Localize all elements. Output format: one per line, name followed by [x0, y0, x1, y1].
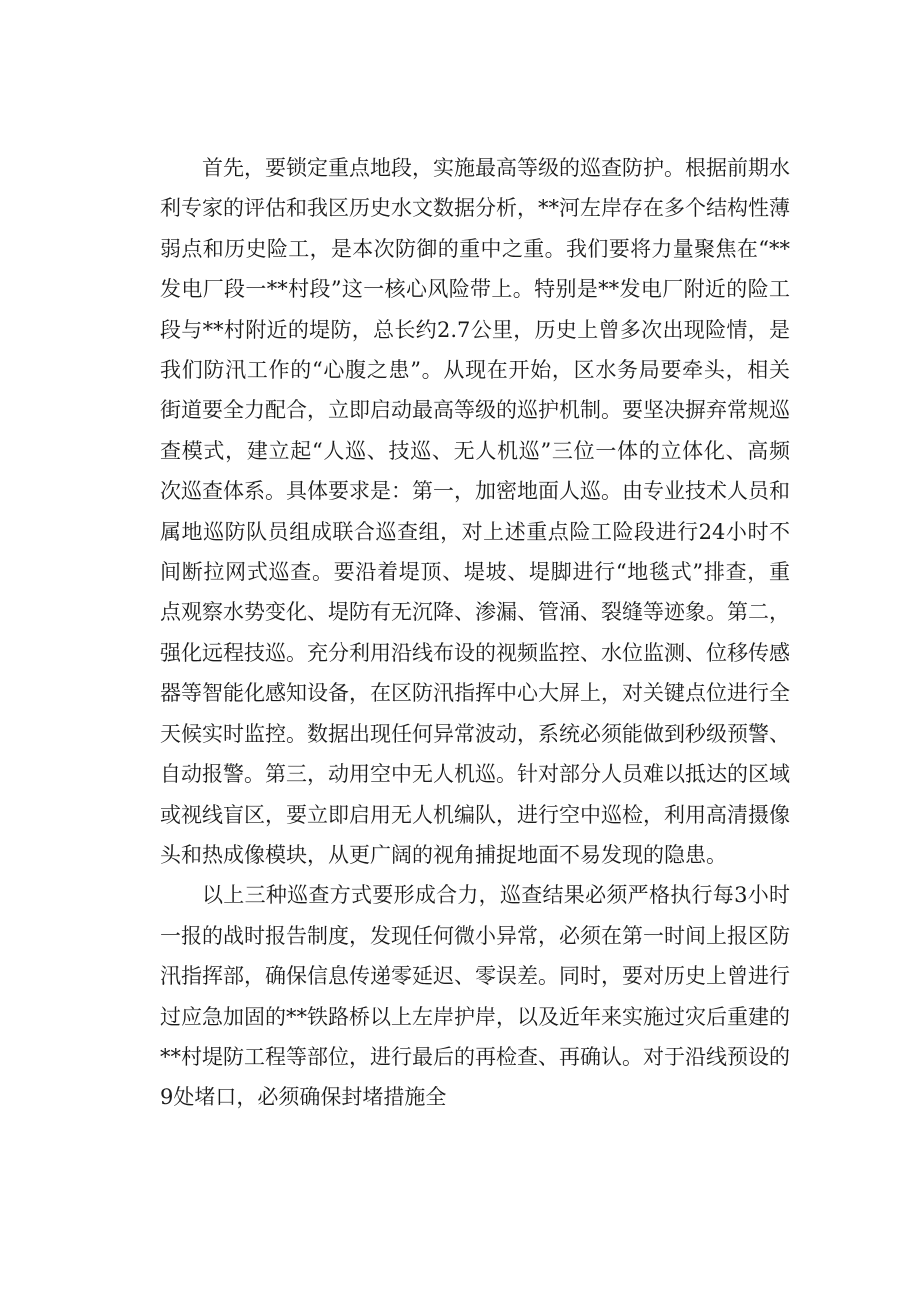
paragraph-2: 以上三种巡查方式要形成合力，巡查结果必须严格执行每3小时一报的战时报告制度，发现任何微小异常，必须在第一时间上报区防汛指挥部，确保信息传递零延迟、零误差。同时，要对历史上曾进行过应急加固的**铁路桥以上左岸护岸，以及近年来实施过灾后重建的**村堤防工程等部位，进行最后的再检查、再确认。对于沿线预设的9处堵口，必须确保封堵措施全 — [160, 883, 790, 1110]
paragraph-1: 首先，要锁定重点地段，实施最高等级的巡查防护。根据前期水利专家的评估和我区历史水文数据分析，**河左岸存在多个结构性薄弱点和历史险工，是本次防御的重中之重。我们要将力量聚焦在“**发电厂段一**村段”这一核心风险带上。特别是**发电厂附近的险工段与**村附近的堤防，总长约2.7公里，历史上曾多次出现险情，是我们防汛工作的“心腹之患”。从现在开始，区水务局要牵头，相关街道要全力配合，立即启动最高等级的巡护机制。要坚决摒弃常规巡查模式，建立起“人巡、技巡、无人机巡”三位一体的立体化、高频次巡查体系。具体要求是：第一，加密地面人巡。由专业技术人员和属地巡防队员组成联合巡查组，对上述重点险工险段进行24小时不间断拉网式巡查。要沿着堤顶、堤坡、堤脚进行“地毯式”排查，重点观察水势变化、堤防有无沉降、渗漏、管涌、裂缝等迹象。第二，强化远程技巡。充分利用沿线布设的视频监控、水位监测、位移传感器等智能化感知设备，在区防汛指挥中心大屏上，对关键点位进行全天候实时监控。数据出现任何异常波动，系统必须能做到秒级预警、自动报警。第三，动用空中无人机巡。针对部分人员难以抵达的区域或视线盲区，要立即启用无人机编队，进行空中巡检，利用高清摄像头和热成像模块，从更广阔的视角捕捉地面不易发现的隐患。 — [160, 156, 790, 867]
document-body — [160, 148, 790, 1118]
